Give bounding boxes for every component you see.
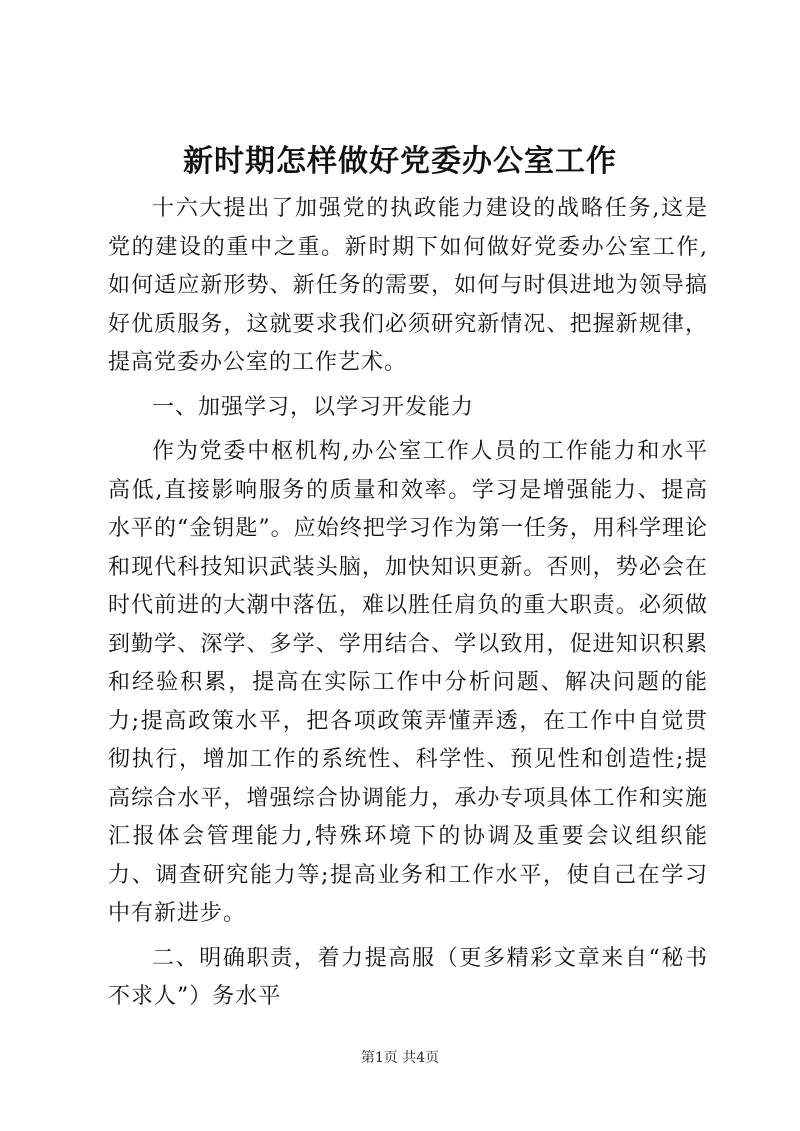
section-heading-1: 一、加强学习，以学习开发能力 bbox=[152, 394, 475, 420]
document-body bbox=[108, 190, 708, 1023]
paragraph-section-1: 作为党委中枢机构,办公室工作人员的工作能力和水平高低,直接影响服务的质量和效率。学习是增强能力、提高水平的“金钥匙”。应始终把学习作为第一任务，用科学理论和现代科技知识武装头脑，加快知识更新。否则，势必会在时代前进的大潮中落伍，难以胜任肩负的重大职责。必须做到勤学、深学、多学、学用结合、学以致用，促进知识积累和经验积累，提高在实际工作中分析问题、解决问题的能力;提高政策水平，把各项政策弄懂弄透，在工作中自觉贯彻执行，增加工作的系统性、科学性、预见性和创造性;提高综合水平，增强综合协调能力，承办专项具体工作和实施汇报体会管理能力,特殊环境下的协调及重要会议组织能力、调查研究能力等;提高业务和工作水平，使自己在学习中有新进步。 bbox=[108, 439, 708, 926]
section-heading-2: 二、明确职责，着力提高服（更多精彩文章来自“秘书不求人”）务水平 bbox=[108, 945, 708, 1009]
paragraph-intro: 十六大提出了加强党的执政能力建设的战略任务,这是党的建设的重中之重。新时期下如何做好党委办公室工作,如何适应新形势、新任务的需要，如何与时俱进地为领导搞好优质服务，这就要求我们必须研究新情况、把握新规律，提高党委办公室的工作艺术。 bbox=[108, 196, 708, 375]
page-footer: 第1页 共4页 bbox=[360, 1050, 440, 1066]
document-title: 新时期怎样做好党委办公室工作 bbox=[183, 144, 617, 179]
